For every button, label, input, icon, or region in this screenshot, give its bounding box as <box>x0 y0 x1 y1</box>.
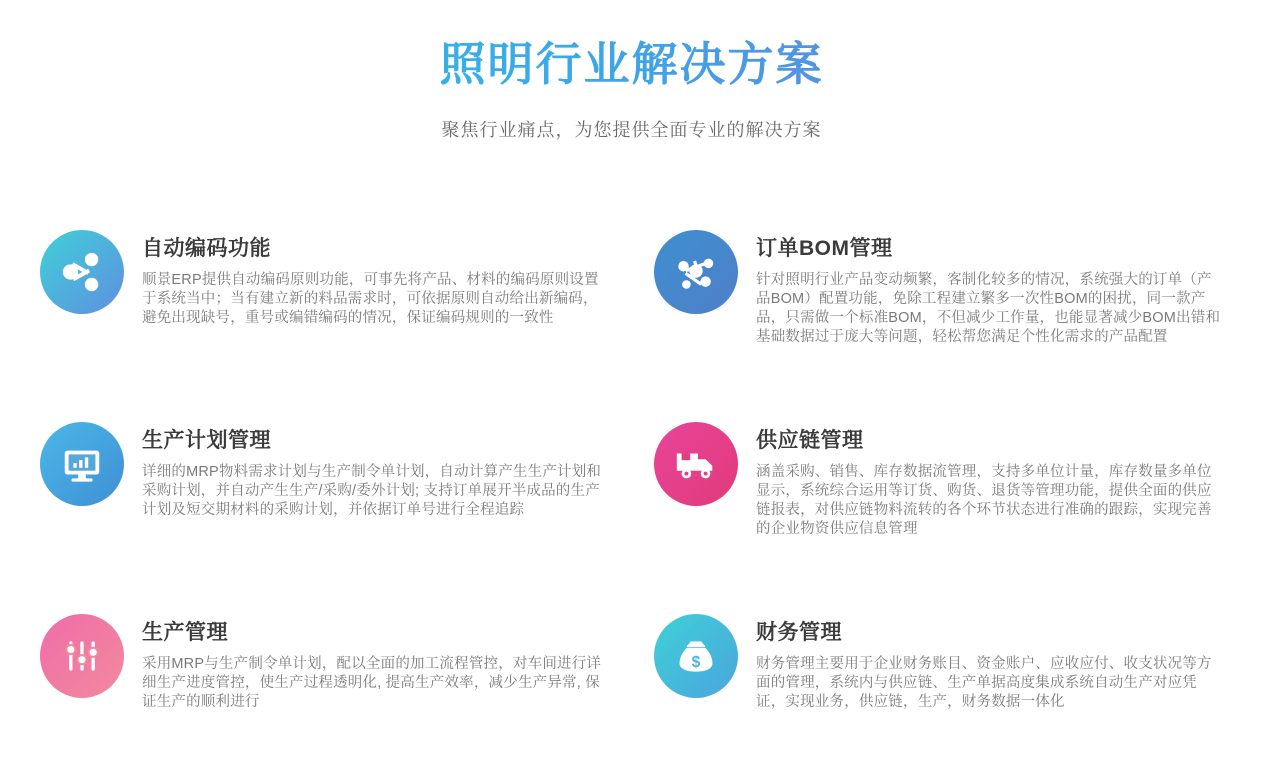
feature-item <box>654 224 1254 394</box>
svg-text:$: $ <box>691 654 701 671</box>
monitor-chart-icon <box>40 422 124 506</box>
feature-desc: 针对照明行业产品变动频繁，客制化较多的情况，系统强大的订单（产品BOM）配置功能，免除工程建立繁多一次性BOM的困扰，同一款产品，只需做一个标准BOM，不但减少工作量，也能显著减少BOM出错和基础数据过于庞大等问题，轻松帮您满足个性化需求的产品配置 <box>756 272 1221 345</box>
feature-grid <box>0 224 1263 778</box>
feature-text <box>142 608 640 712</box>
money-bag-icon <box>654 614 738 698</box>
feature-item <box>654 416 1254 586</box>
feature-desc: 详细的MRP物料需求计划与生产制令单计划，自动计算产生生产计划和采购计划，并自动产生生产/采购/委外计划; 支持订单展开半成品的生产计划及短交期材料的采购计划，并依据订单号进行全程追踪 <box>142 464 602 518</box>
feature-item <box>654 608 1254 778</box>
feature-text <box>756 224 1254 347</box>
feature-desc: 采用MRP与生产制令单计划，配以全面的加工流程管控，对车间进行详细生产进度管控，使生产过程透明化, 提高生产效率，减少生产异常, 保证生产的顺利进行 <box>142 656 602 710</box>
slide-root <box>0 28 1263 738</box>
feature-title: 生产管理 <box>142 621 228 644</box>
delivery-truck-icon <box>654 422 738 506</box>
feature-title: 财务管理 <box>756 621 842 644</box>
share-nodes-icon <box>40 230 124 314</box>
page-subtitle: 聚焦行业痛点，为您提供全面专业的解决方案 <box>441 120 822 140</box>
feature-desc: 顺景ERP提供自动编码原则功能，可事先将产品、材料的编码原则设置于系统当中；当有建立新的料品需求时，可依据原则自动给出新编码，避免出现缺号，重号或编错编码的情况，保证编码规则的一致性 <box>142 272 599 326</box>
feature-title: 生产计划管理 <box>142 429 271 452</box>
feature-text <box>142 416 640 520</box>
feature-text <box>756 416 1254 539</box>
feature-desc: 涵盖采购、销售、库存数据流管理，支持多单位计量，库存数量多单位显示，系统综合运用等订货、购货、退货等管理功能，提供全面的供应链报表，对供应链物料流转的各个环节状态进行准确的跟踪，实现完善的企业物资供应信息管理 <box>756 464 1212 537</box>
feature-item <box>40 224 640 394</box>
feature-title: 订单BOM管理 <box>756 237 893 260</box>
sliders-icon <box>40 614 124 698</box>
page-title: 照明行业解决方案 <box>0 28 1263 94</box>
feature-title: 自动编码功能 <box>142 237 271 260</box>
feature-text <box>142 224 640 328</box>
molecule-icon <box>654 230 738 314</box>
feature-desc: 财务管理主要用于企业财务账目、资金账户、应收应付、收支状况等方面的管理，系统内与供应链、生产单据高度集成系统自动生产对应凭证，实现业务，供应链，生产，财务数据一体化 <box>756 656 1212 710</box>
feature-title: 供应链管理 <box>756 429 864 452</box>
feature-item <box>40 416 640 586</box>
feature-item <box>40 608 640 778</box>
feature-text <box>756 608 1254 712</box>
